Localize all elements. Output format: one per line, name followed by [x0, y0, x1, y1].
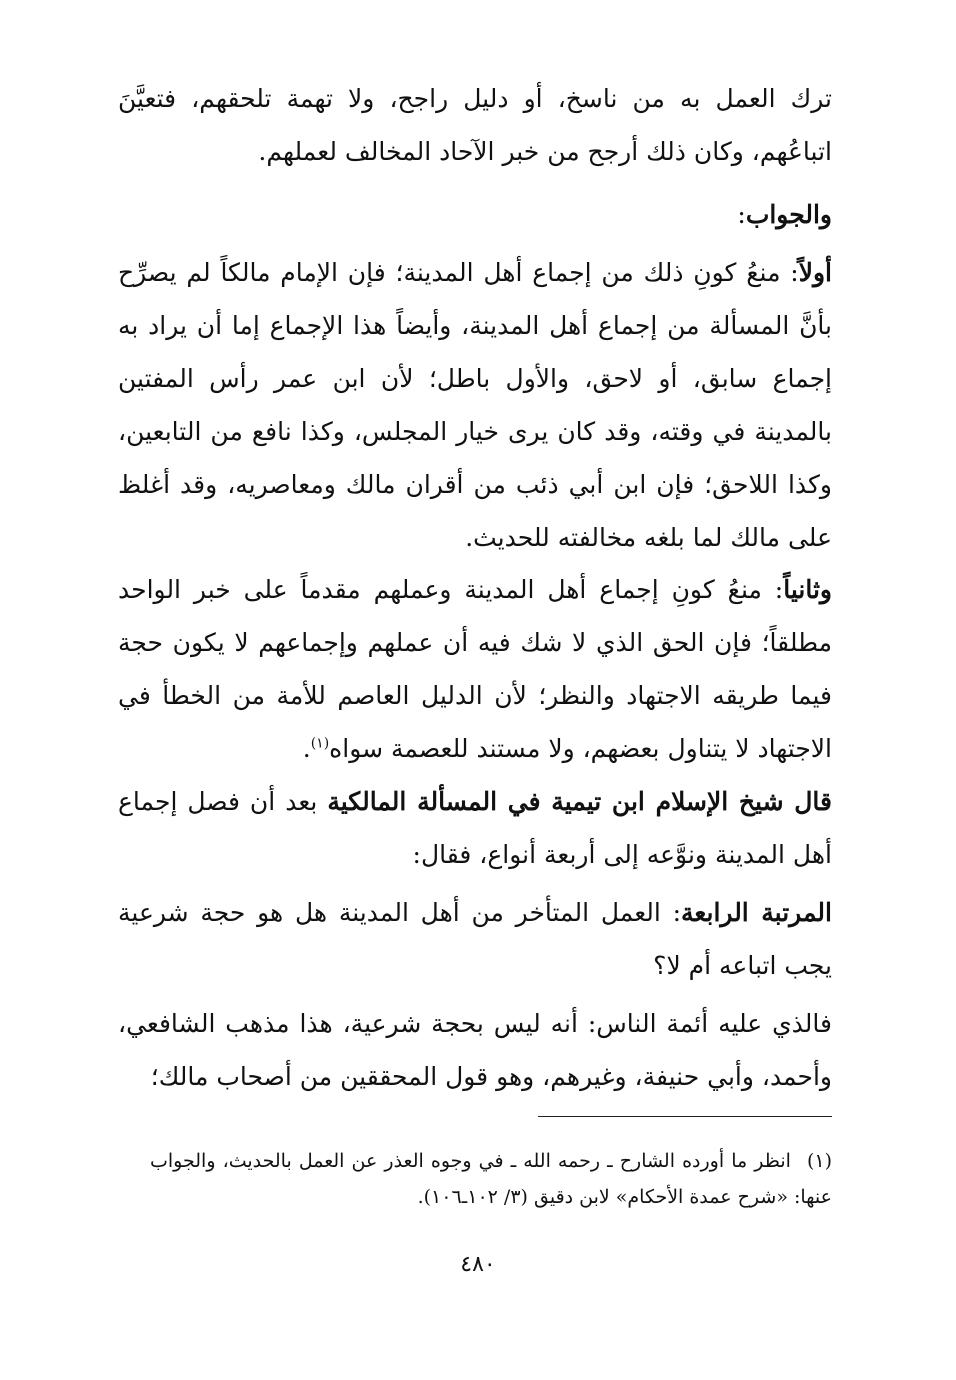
second-point-text: : منعُ كونِ إجماع أهل المدينة وعملهم مقدماً على خبر الواحد مطلقاً؛ فإن الحق الذي لا شك فيه أن عملهم وإجماعهم لا يكون حجة فيما طريقه الاجتهاد والنظر؛ لأن الدليل العاصم للأمة من الخطأ في الاجتهاد لا يتناول بعضهم، ولا مستند للعصمة سواه — [118, 575, 832, 763]
footnote-reference[interactable]: (١) — [310, 735, 330, 752]
first-point-text: : منعُ كونِ ذلك من إجماع أهل المدينة؛ فإن الإمام مالكاً لم يصرِّح بأنَّ المسألة من إجماع أهل المدينة، وأيضاً هذا الإجماع إما أن يراد به إجماع سابق، أو لاحق، والأول باطل؛ لأن ابن عمر رأس المفتين بالمدينة في وقته، وقد كان يرى خيار المجلس، وكذا نافع من التابعين، وكذا اللاحق؛ فإن ابن أبي ذئب من أقران مالك ومعاصريه، وقد أغلظ على مالك لما بلغه مخالفته للحديث. — [118, 258, 832, 552]
paragraph-quote-intro — [118, 775, 832, 881]
answer-heading: والجواب — [745, 200, 832, 229]
paragraph-second-point — [118, 563, 832, 775]
page-number: ٤٨٠ — [460, 1252, 496, 1277]
quote-intro-bold: قال شيخ الإسلام ابن تيمية في المسألة المالكية — [327, 787, 832, 816]
footnote-separator — [538, 1116, 832, 1117]
fourth-rank-text: : العمل المتأخر من أهل المدينة هل هو حجة شرعية يجب اتباعه أم لا؟ — [118, 898, 832, 980]
paragraph-text: ترك العمل به من ناسخ، أو دليل راجح، ولا تهمة تلحقهم، فتعيَّنَ اتباعُهم، وكان ذلك أرجح من خبر الآحاد المخالف لعملهم. — [118, 84, 832, 166]
second-point-end: . — [302, 734, 311, 763]
second-point-label: وثانياً — [783, 575, 832, 604]
first-point-label: أولاً — [798, 258, 832, 287]
paragraph-scholars-view — [118, 997, 832, 1103]
quote-intro-text: بعد أن فصل إجماع أهل المدينة ونوَّعه إلى أربعة أنواع، فقال: — [118, 787, 832, 869]
paragraph-fourth-rank — [118, 886, 832, 992]
footnote-number: (١) — [806, 1150, 832, 1172]
fourth-rank-label: المرتبة الرابعة — [681, 898, 832, 927]
answer-colon: : — [737, 200, 746, 229]
paragraph-first-point — [118, 246, 832, 564]
footnote — [150, 1143, 832, 1215]
footnote-text: انظر ما أورده الشارح ـ رحمه الله ـ في وجوه العذر عن العمل بالحديث، والجواب عنها: «شرح عمدة الأحكام» لابن دقيق (٣/ ١٠٢ـ١٠٦). — [150, 1150, 832, 1208]
scholars-view-text: فالذي عليه أئمة الناس: أنه ليس بحجة شرعية، هذا مذهب الشافعي، وأحمد، وأبي حنيفة، وغيرهم، وهو قول المحققين من أصحاب مالك؛ — [118, 1009, 832, 1091]
paragraph-continuation — [118, 72, 832, 178]
paragraph-answer-heading — [118, 188, 832, 241]
